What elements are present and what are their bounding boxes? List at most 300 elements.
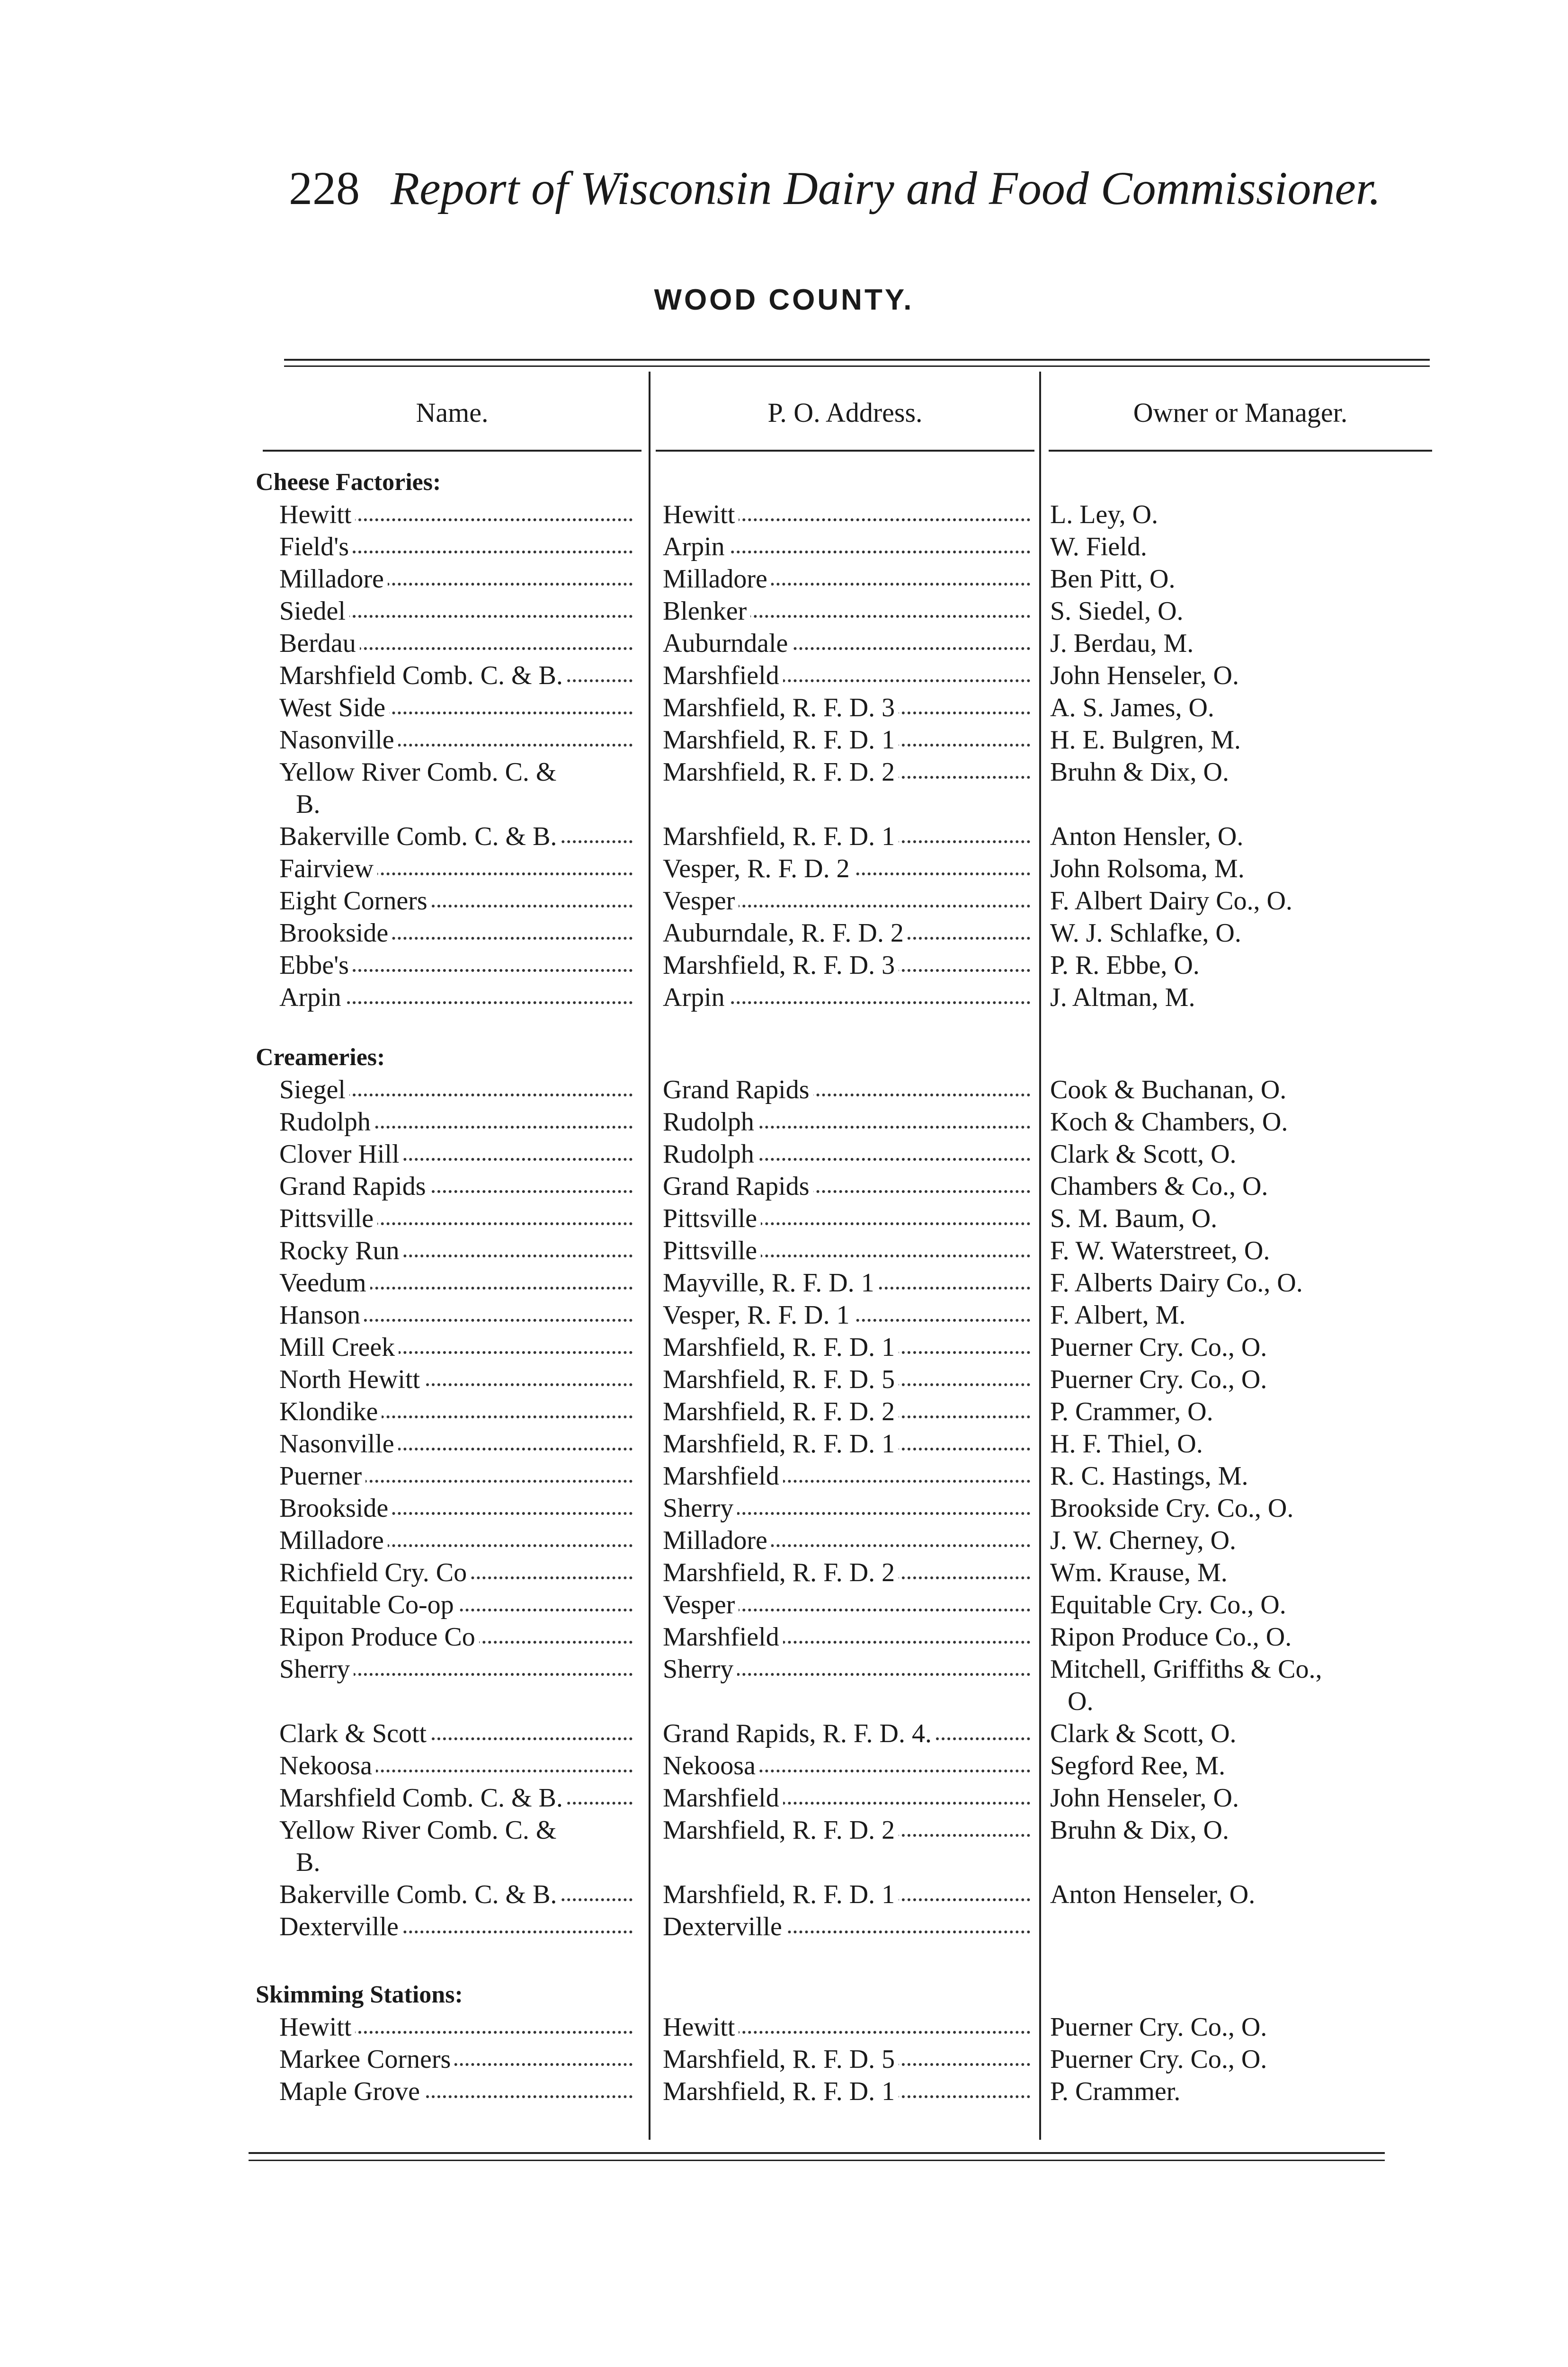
address-cell xyxy=(663,1621,1032,1653)
name-cell xyxy=(279,498,634,531)
owner-cell xyxy=(1050,2075,1452,2108)
table-row xyxy=(0,595,1568,627)
owner-cell-text: F. Albert Dairy Co., O. xyxy=(1050,886,1296,916)
address-cell xyxy=(663,1235,1032,1267)
owner-cell xyxy=(1050,627,1452,659)
owner-continuation-text: O. xyxy=(1068,1687,1097,1716)
table-row xyxy=(0,1653,1568,1685)
section-heading xyxy=(0,466,1568,498)
table-row xyxy=(0,1299,1568,1331)
name-cell-text: Nasonville xyxy=(279,1429,398,1459)
address-cell-text: Marshfield, R. F. D. 5 xyxy=(663,1365,899,1394)
owner-cell xyxy=(1050,1621,1452,1653)
address-cell xyxy=(663,756,1032,788)
name-cell-text: Clark & Scott xyxy=(279,1719,430,1748)
name-cell-text: Brookside xyxy=(279,1494,392,1523)
name-cell xyxy=(279,1717,634,1750)
address-cell-text: Sherry xyxy=(663,1655,737,1684)
name-cell xyxy=(279,756,634,788)
owner-cell-text: Chambers & Co., O. xyxy=(1050,1172,1272,1201)
name-cell-text: Rocky Run xyxy=(279,1236,403,1265)
address-cell-text: Marshfield xyxy=(663,1783,783,1813)
table-row-continuation xyxy=(0,788,1568,820)
name-cell xyxy=(279,1557,634,1589)
address-cell xyxy=(663,1331,1032,1363)
address-cell xyxy=(663,659,1032,692)
owner-cell xyxy=(1050,498,1452,531)
owner-cell xyxy=(1050,885,1452,917)
address-cell xyxy=(663,1878,1032,1911)
owner-cell-text: Ben Pitt, O. xyxy=(1050,564,1179,594)
page-number: 228 xyxy=(289,162,360,214)
name-cell-text: Yellow River Comb. C. & xyxy=(279,1815,560,1845)
table-row xyxy=(0,1492,1568,1524)
address-cell-text: Mayville, R. F. D. 1 xyxy=(663,1268,878,1298)
name-cell xyxy=(279,531,634,563)
address-cell-text: Vesper xyxy=(663,1590,739,1620)
table-row-continuation xyxy=(0,1846,1568,1878)
owner-cell-text: John Rolsoma, M. xyxy=(1050,854,1248,883)
table-row xyxy=(0,1911,1568,1943)
name-cell xyxy=(279,1299,634,1331)
name-cell xyxy=(279,595,634,627)
name-cell xyxy=(279,2043,634,2075)
owner-cell xyxy=(1050,1428,1452,1460)
owner-cell-text: W. J. Schlafke, O. xyxy=(1050,918,1245,948)
address-cell xyxy=(663,724,1032,756)
owner-cell-text: Puerner Cry. Co., O. xyxy=(1050,1365,1271,1394)
address-cell xyxy=(663,1363,1032,1396)
owner-cell xyxy=(1050,1653,1452,1685)
address-cell-text: Milladore xyxy=(663,1526,771,1555)
name-cell-text: Clover Hill xyxy=(279,1139,403,1169)
section-heading xyxy=(0,1041,1568,1074)
owner-cell-text: Bruhn & Dix, O. xyxy=(1050,757,1233,787)
owner-cell xyxy=(1050,1235,1452,1267)
table-row xyxy=(0,2043,1568,2075)
name-cell xyxy=(279,1750,634,1782)
owner-cell-text: Koch & Chambers, O. xyxy=(1050,1107,1292,1137)
address-cell-text: Marshfield, R. F. D. 2 xyxy=(663,1397,899,1426)
address-cell xyxy=(663,1814,1032,1846)
table-row xyxy=(0,498,1568,531)
table-row xyxy=(0,1589,1568,1621)
section-heading xyxy=(0,1979,1568,2011)
owner-cell xyxy=(1050,1363,1452,1396)
section-title-text: Creameries: xyxy=(256,1044,389,1071)
table-row xyxy=(0,949,1568,981)
name-cell-text: Veedum xyxy=(279,1268,370,1298)
name-cell-text: Fairview xyxy=(279,854,377,883)
name-cell xyxy=(279,949,634,981)
owner-cell xyxy=(1050,917,1452,949)
owner-cell xyxy=(1050,1331,1452,1363)
address-cell-text: Blenker xyxy=(663,596,750,626)
name-cell-text: Equitable Co-op xyxy=(279,1590,458,1620)
address-cell xyxy=(663,1653,1032,1685)
address-cell-text: Marshfield xyxy=(663,661,783,690)
name-cell-text: Marshfield Comb. C. & B. xyxy=(279,1783,567,1813)
table-row xyxy=(0,981,1568,1014)
name-cell xyxy=(279,1235,634,1267)
county-title: WOOD COUNTY. xyxy=(654,284,914,316)
address-cell-text: Auburndale, R. F. D. 2 xyxy=(663,918,908,948)
name-cell-text: Rudolph xyxy=(279,1107,374,1137)
section-title-text: Cheese Factories: xyxy=(256,469,445,496)
name-cell-text: Nekoosa xyxy=(279,1751,376,1780)
table-row-continuation xyxy=(0,1685,1568,1717)
address-cell xyxy=(663,1492,1032,1524)
table-row xyxy=(0,756,1568,788)
owner-cell xyxy=(1050,1814,1452,1846)
owner-cell xyxy=(1050,1524,1452,1557)
address-cell-text: Sherry xyxy=(663,1494,737,1523)
owner-cell-text: Mitchell, Griffiths & Co., xyxy=(1050,1655,1326,1684)
owner-cell xyxy=(1050,1878,1452,1911)
name-cell xyxy=(279,724,634,756)
table-row xyxy=(0,1557,1568,1589)
name-cell-text: Grand Rapids xyxy=(279,1172,430,1201)
owner-cell-text: F. W. Waterstreet, O. xyxy=(1050,1236,1274,1265)
name-cell xyxy=(279,627,634,659)
table-row xyxy=(0,1106,1568,1138)
table-row xyxy=(0,1782,1568,1814)
owner-cell xyxy=(1050,1750,1452,1782)
address-cell xyxy=(663,981,1032,1014)
owner-cell-text: Bruhn & Dix, O. xyxy=(1050,1815,1233,1845)
name-cell xyxy=(279,1782,634,1814)
table-row xyxy=(0,1235,1568,1267)
owner-cell-text: Puerner Cry. Co., O. xyxy=(1050,1333,1271,1362)
table-row xyxy=(0,627,1568,659)
name-cell xyxy=(279,917,634,949)
owner-cell-text: F. Alberts Dairy Co., O. xyxy=(1050,1268,1307,1298)
owner-cell-text: P. Crammer. xyxy=(1050,2077,1184,2106)
column-header-name: Name. xyxy=(416,397,489,428)
address-cell xyxy=(663,1396,1032,1428)
owner-cell-text: S. Siedel, O. xyxy=(1050,596,1187,626)
address-cell xyxy=(663,2075,1032,2108)
name-cell-text: Berdau xyxy=(279,629,360,658)
address-cell-text: Marshfield, R. F. D. 2 xyxy=(663,1558,899,1587)
name-cell-text: Puerner xyxy=(279,1461,365,1491)
address-cell xyxy=(663,692,1032,724)
owner-cell xyxy=(1050,1202,1452,1235)
owner-cell-text: Cook & Buchanan, O. xyxy=(1050,1075,1290,1104)
address-cell xyxy=(663,1782,1032,1814)
address-cell xyxy=(663,1428,1032,1460)
name-cell-text: Milladore xyxy=(279,564,388,594)
owner-continuation xyxy=(1068,1685,1399,1717)
table-row xyxy=(0,1621,1568,1653)
table-row xyxy=(0,1717,1568,1750)
owner-cell xyxy=(1050,1170,1452,1202)
owner-cell xyxy=(1050,981,1452,1014)
table-row xyxy=(0,692,1568,724)
section-title xyxy=(256,1979,682,2011)
name-cell xyxy=(279,1492,634,1524)
name-cell xyxy=(279,1911,634,1943)
address-cell xyxy=(663,885,1032,917)
name-continuation xyxy=(296,1846,627,1878)
name-cell xyxy=(279,1170,634,1202)
name-cell xyxy=(279,2011,634,2043)
owner-cell-text: W. Field. xyxy=(1050,532,1151,561)
owner-cell-text: John Henseler, O. xyxy=(1050,1783,1243,1813)
name-cell-text: Arpin xyxy=(279,983,345,1012)
table-row xyxy=(0,1331,1568,1363)
address-cell xyxy=(663,820,1032,853)
table-row xyxy=(0,1460,1568,1492)
owner-cell-text: P. Crammer, O. xyxy=(1050,1397,1217,1426)
owner-cell xyxy=(1050,1267,1452,1299)
address-cell xyxy=(663,1717,1032,1750)
address-cell-text: Marshfield, R. F. D. 5 xyxy=(663,2045,899,2074)
name-cell-text: Field's xyxy=(279,532,353,561)
owner-cell-text: P. R. Ebbe, O. xyxy=(1050,951,1203,980)
address-cell-text: Vesper xyxy=(663,886,739,916)
address-cell xyxy=(663,1074,1032,1106)
table-row xyxy=(0,1396,1568,1428)
owner-cell xyxy=(1050,692,1452,724)
address-cell-text: Marshfield, R. F. D. 1 xyxy=(663,1880,899,1909)
name-cell-text: Richfield Cry. Co xyxy=(279,1558,471,1587)
name-cell xyxy=(279,1621,634,1653)
address-cell xyxy=(663,1138,1032,1170)
name-cell xyxy=(279,1267,634,1299)
address-cell xyxy=(663,1106,1032,1138)
column-header-owner: Owner or Manager. xyxy=(1133,397,1348,428)
table-row xyxy=(0,1267,1568,1299)
owner-cell xyxy=(1050,820,1452,853)
table-row xyxy=(0,563,1568,595)
address-cell xyxy=(663,1460,1032,1492)
owner-cell-text: Brookside Cry. Co., O. xyxy=(1050,1494,1297,1523)
address-cell-text: Dexterville xyxy=(663,1912,786,1941)
name-cell-text: Hanson xyxy=(279,1300,364,1330)
address-cell-text: Nekoosa xyxy=(663,1751,759,1780)
name-cell xyxy=(279,981,634,1014)
address-cell xyxy=(663,1170,1032,1202)
owner-cell-text: F. Albert, M. xyxy=(1050,1300,1189,1330)
address-cell xyxy=(663,2011,1032,2043)
name-cell-text: Maple Grove xyxy=(279,2077,424,2106)
owner-cell xyxy=(1050,563,1452,595)
address-cell-text: Marshfield, R. F. D. 1 xyxy=(663,2077,899,2106)
address-cell xyxy=(663,1589,1032,1621)
table-row xyxy=(0,1074,1568,1106)
name-cell-text: Bakerville Comb. C. & B. xyxy=(279,1880,561,1909)
owner-cell xyxy=(1050,1396,1452,1428)
owner-cell-text: Ripon Produce Co., O. xyxy=(1050,1622,1295,1652)
owner-cell xyxy=(1050,2011,1452,2043)
name-cell-text: Milladore xyxy=(279,1526,388,1555)
owner-cell xyxy=(1050,1299,1452,1331)
table-row xyxy=(0,853,1568,885)
address-cell-text: Marshfield, R. F. D. 1 xyxy=(663,1429,899,1459)
name-cell xyxy=(279,853,634,885)
name-cell xyxy=(279,692,634,724)
owner-cell-text: J. Altman, M. xyxy=(1050,983,1199,1012)
address-cell xyxy=(663,2043,1032,2075)
address-cell-text: Auburndale xyxy=(663,629,792,658)
table-row xyxy=(0,2075,1568,2108)
table-row xyxy=(0,659,1568,692)
address-cell-text: Arpin xyxy=(663,532,729,561)
address-cell xyxy=(663,1911,1032,1943)
address-cell-text: Hewitt xyxy=(663,2012,739,2042)
address-cell xyxy=(663,1267,1032,1299)
name-cell xyxy=(279,1524,634,1557)
table-row xyxy=(0,1138,1568,1170)
name-cell xyxy=(279,1878,634,1911)
name-cell-text: Pittsville xyxy=(279,1204,377,1233)
table-row xyxy=(0,820,1568,853)
name-cell xyxy=(279,1202,634,1235)
owner-cell xyxy=(1050,949,1452,981)
table-row xyxy=(0,1428,1568,1460)
table-row xyxy=(0,1524,1568,1557)
owner-cell-text: John Henseler, O. xyxy=(1050,661,1243,690)
address-cell-text: Grand Rapids xyxy=(663,1075,813,1104)
table-row xyxy=(0,724,1568,756)
section-title xyxy=(256,1041,682,1074)
address-cell xyxy=(663,949,1032,981)
column-header-address: P. O. Address. xyxy=(767,397,923,428)
address-cell-text: Rudolph xyxy=(663,1139,758,1169)
name-cell-text: Siedel xyxy=(279,596,349,626)
name-cell-text: Nasonville xyxy=(279,725,398,755)
owner-cell-text: Wm. Krause, M. xyxy=(1050,1558,1231,1587)
address-cell-text: Marshfield, R. F. D. 1 xyxy=(663,1333,899,1362)
owner-cell-text: Clark & Scott, O. xyxy=(1050,1139,1240,1169)
address-cell-text: Marshfield, R. F. D. 1 xyxy=(663,822,899,851)
owner-cell-text: Anton Hensler, O. xyxy=(1050,822,1247,851)
owner-cell-text: Puerner Cry. Co., O. xyxy=(1050,2045,1271,2074)
name-cell xyxy=(279,1331,634,1363)
owner-cell xyxy=(1050,1138,1452,1170)
address-cell-text: Grand Rapids xyxy=(663,1172,813,1201)
address-cell xyxy=(663,1750,1032,1782)
owner-cell xyxy=(1050,1074,1452,1106)
address-cell xyxy=(663,1202,1032,1235)
name-cell xyxy=(279,563,634,595)
owner-cell xyxy=(1050,659,1452,692)
owner-cell-text: H. F. Thiel, O. xyxy=(1050,1429,1207,1459)
address-cell xyxy=(663,1524,1032,1557)
address-cell-text: Marshfield, R. F. D. 3 xyxy=(663,693,899,722)
address-cell-text: Marshfield, R. F. D. 1 xyxy=(663,725,899,755)
owner-cell xyxy=(1050,595,1452,627)
address-cell-text: Arpin xyxy=(663,983,729,1012)
address-cell xyxy=(663,498,1032,531)
name-cell xyxy=(279,1396,634,1428)
address-cell-text: Hewitt xyxy=(663,500,739,529)
owner-cell-text: A. S. James, O. xyxy=(1050,693,1218,722)
owner-cell xyxy=(1050,853,1452,885)
owner-cell-text: Clark & Scott, O. xyxy=(1050,1719,1240,1748)
name-cell xyxy=(279,1106,634,1138)
address-cell-text: Pittsville xyxy=(663,1236,761,1265)
owner-cell-text: Anton Henseler, O. xyxy=(1050,1880,1259,1909)
address-cell-text: Grand Rapids, R. F. D. 4. xyxy=(663,1719,935,1748)
name-continuation-text: B. xyxy=(296,790,324,819)
address-cell-text: Marshfield, R. F. D. 2 xyxy=(663,757,899,787)
name-cell-text: Klondike xyxy=(279,1397,382,1426)
address-cell-text: Vesper, R. F. D. 1 xyxy=(663,1300,854,1330)
name-cell xyxy=(279,2075,634,2108)
address-cell-text: Pittsville xyxy=(663,1204,761,1233)
owner-cell-text: Equitable Cry. Co., O. xyxy=(1050,1590,1290,1620)
name-cell-text: West Side xyxy=(279,693,389,722)
name-cell xyxy=(279,1074,634,1106)
address-cell-text: Marshfield, R. F. D. 2 xyxy=(663,1815,899,1845)
running-title: Report of Wisconsin Dairy and Food Commissioner. xyxy=(391,162,1381,214)
name-cell-text: Hewitt xyxy=(279,500,355,529)
owner-cell xyxy=(1050,531,1452,563)
owner-cell xyxy=(1050,1460,1452,1492)
table-row xyxy=(0,885,1568,917)
owner-cell xyxy=(1050,1782,1452,1814)
name-cell-text: Sherry xyxy=(279,1655,354,1684)
address-cell-text: Marshfield, R. F. D. 3 xyxy=(663,951,899,980)
address-cell xyxy=(663,627,1032,659)
address-cell-text: Milladore xyxy=(663,564,771,594)
section-title xyxy=(256,466,682,498)
name-continuation xyxy=(296,788,627,820)
name-cell xyxy=(279,885,634,917)
address-cell xyxy=(663,917,1032,949)
name-cell-text: Hewitt xyxy=(279,2012,355,2042)
table-row xyxy=(0,1363,1568,1396)
address-cell xyxy=(663,853,1032,885)
owner-cell xyxy=(1050,756,1452,788)
owner-cell xyxy=(1050,1492,1452,1524)
address-cell xyxy=(663,1557,1032,1589)
address-cell xyxy=(663,563,1032,595)
address-cell xyxy=(663,595,1032,627)
name-cell xyxy=(279,1814,634,1846)
name-cell-text: Brookside xyxy=(279,918,392,948)
table-row xyxy=(0,1202,1568,1235)
name-cell-text: Yellow River Comb. C. & xyxy=(279,757,560,787)
name-cell-text: Siegel xyxy=(279,1075,349,1104)
name-cell-text: Eight Corners xyxy=(279,886,431,916)
address-cell-text: Vesper, R. F. D. 2 xyxy=(663,854,854,883)
name-cell-text: Markee Corners xyxy=(279,2045,454,2074)
address-cell xyxy=(663,531,1032,563)
name-cell-text: Mill Creek xyxy=(279,1333,399,1362)
name-cell-text: Ripon Produce Co xyxy=(279,1622,479,1652)
name-cell-text: North Hewitt xyxy=(279,1365,424,1394)
address-cell-text: Marshfield xyxy=(663,1461,783,1491)
name-cell xyxy=(279,1138,634,1170)
owner-cell xyxy=(1050,724,1452,756)
name-cell xyxy=(279,659,634,692)
table-row xyxy=(0,2011,1568,2043)
owner-cell xyxy=(1050,1717,1452,1750)
owner-cell-text: J. W. Cherney, O. xyxy=(1050,1526,1240,1555)
name-cell-text: Dexterville xyxy=(279,1912,402,1941)
owner-cell-text: J. Berdau, M. xyxy=(1050,629,1197,658)
owner-cell-text: H. E. Bulgren, M. xyxy=(1050,725,1245,755)
name-cell xyxy=(279,1589,634,1621)
name-cell-text: Bakerville Comb. C. & B. xyxy=(279,822,561,851)
owner-cell xyxy=(1050,1589,1452,1621)
name-cell-text: Marshfield Comb. C. & B. xyxy=(279,661,567,690)
address-cell-text: Marshfield xyxy=(663,1622,783,1652)
section-title-text: Skimming Stations: xyxy=(256,1981,467,2008)
